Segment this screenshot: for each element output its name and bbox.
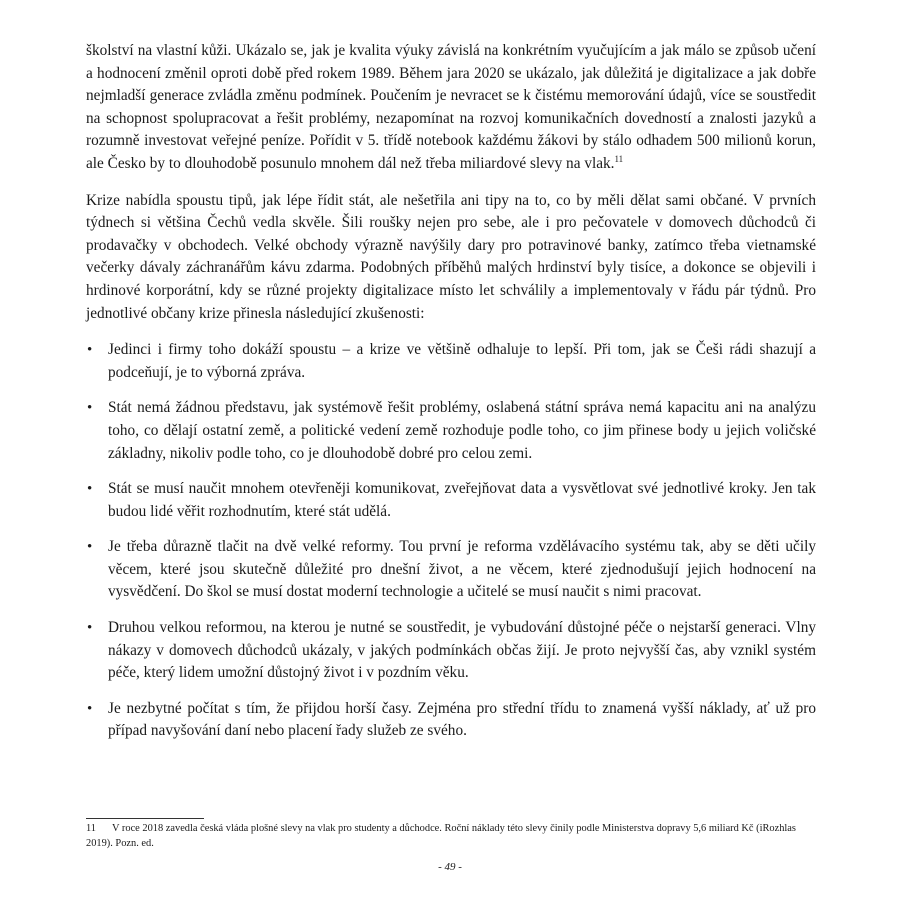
bullet-icon: • — [87, 481, 93, 498]
paragraph-text: Krize nabídla spoustu tipů, jak lépe řídit stát, ale nešetřila ani tipy na to, co by měli dělat sami občané. V prvních týdnech si většina Čechů vedla skvěle. Šili roušky nejen pro sebe, ale i pro pečovatele v domovech důchodců či prodavačky v obchodech. Velké obchody výrazně navýšily dary pro potravinové banky, zatímco třeba vietnamské večerky dávaly záchranářům kávu zdarma. Podobných příběhů malých hrdinství byly tisíce, a dokonce se objevili i hrdinové korporátní, kdy se různé projekty digitalizace místo let schválily a implementovaly v řádu pár týdnů. Pro jednotlivé občany krize přinesla následující zkušenosti: — [86, 191, 816, 322]
footnote-reference[interactable]: 11 — [614, 153, 624, 164]
bullet-icon: • — [87, 539, 93, 556]
list-item-text: Stát se musí naučit mnohem otevřeněji komunikovat, zveřejňovat data a vysvětlovat své jednotlivé kroky. Jen tak budou lidé věřit rozhodnutím, které stát udělá. — [108, 480, 816, 520]
bullet-icon: • — [87, 700, 93, 717]
list-item — [86, 536, 816, 604]
list-item — [86, 617, 816, 685]
bullet-icon: • — [87, 400, 93, 417]
list-item — [86, 339, 816, 384]
list-item-text: Je nezbytné počítat s tím, že přijdou horší časy. Zejména pro střední třídu to znamená vyšší náklady, ať už pro případ navyšování daní nebo placení řady služeb ze svého. — [108, 699, 816, 740]
list-item — [86, 478, 816, 523]
list-item-text: Je třeba důrazně tlačit na dvě velké reformy. Tou první je reforma vzdělávacího systému tak, aby se děti učily věcem, které jsou skutečně důležité pro dnešní život, a ne věcem, které zjednodušují jejich hodnocení na vysvědčení. Do škol se musí dostat moderní technologie a učitelé se musí naučit s nimi pracovat. — [108, 538, 816, 601]
footnote-text: V roce 2018 zavedla česká vláda plošné slevy na vlak pro studenty a důchodce. Roční náklady této slevy činily podle Ministerstva dopravy 5,6 miliard Kč (iRozhlas 2019). Pozn. ed. — [86, 823, 796, 849]
footnote-divider — [86, 818, 204, 819]
footnote — [86, 821, 816, 851]
paragraph-text: školství na vlastní kůži. Ukázalo se, jak je kvalita výuky závislá na konkrétním vyučujícím a jak málo se způsob učení a hodnocení změnil oproti době před rokem 1989. Během jara 2020 se ukázalo, jak důležitá je digitalizace a jak dobře nejmladší generace zvládla změnu podmínek. Poučením je nevracet se k čistému memorování údajů, více se soustředit na schopnost spolupracovat a řešit problémy, nezapomínat na rozvoj komunikačních dovedností a znalosti jazyků a rozumně investovat veřejné peníze. Pořídit v 5. třídě notebook každému žákovi by stálo odhadem 500 milionů korun, ale Česko by to dlouhodobě posunulo mnohem dál než třeba miliardové slevy na vlak. — [86, 42, 816, 172]
body-paragraph-2 — [86, 190, 816, 326]
body-paragraph-1 — [86, 40, 816, 176]
list-item — [86, 397, 816, 465]
page-number: - 49 - — [438, 861, 462, 873]
list-item-text: Jedinci i firmy toho dokáží spoustu – a krize ve většině odhaluje to lepší. Při tom, jak se Češi rádi shazují a podceňují, je to výborná zpráva. — [108, 341, 816, 381]
bullet-icon: • — [87, 620, 93, 637]
bullet-list — [86, 339, 816, 743]
footnote-number: 11 — [86, 823, 97, 834]
list-item-text: Druhou velkou reformou, na kterou je nutné se soustředit, je vybudování důstojné péče o nejstarší generaci. Vlny nákazy v domovech důchodců ukázaly, v jakých podmínkách občas žijí. Je proto nejvyšší čas, aby vznikl systém péče, který lidem umožní důstojný život i v pozdním věku. — [108, 619, 816, 682]
list-item-text: Stát nemá žádnou představu, jak systémově řešit problémy, oslabená státní správa nemá kapacitu ani na analýzu toho, co dělají ostatní země, a politické vedení země rozhoduje podle toho, co jim přinese body u jejich voličské základny, nikoliv podle toho, co je dlouhodobě dobré pro celou zemi. — [108, 399, 816, 462]
list-item — [86, 698, 816, 743]
bullet-icon: • — [87, 342, 93, 359]
page-body — [86, 40, 816, 756]
